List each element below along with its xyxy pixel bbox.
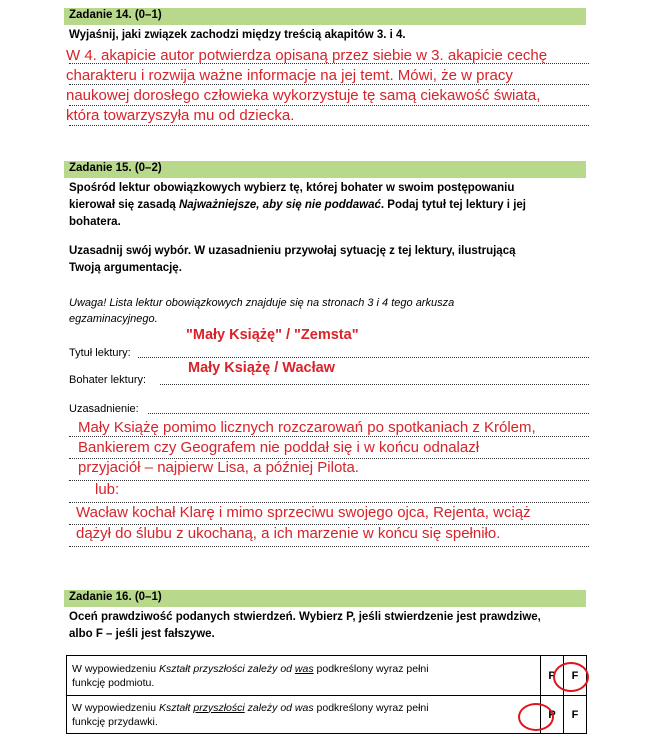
- task15-q1-line1: Spośród lektur obowiązkowych wybierz tę, której bohater w swoim postępowaniu: [69, 182, 515, 194]
- task15-q1-line2: [69, 197, 589, 214]
- task16-header: [64, 590, 586, 607]
- statement-cell: [67, 656, 541, 696]
- underlined-word: was: [294, 662, 314, 675]
- true-false-table: [66, 655, 587, 734]
- task14-answer-line-4: która towarzyszyła mu od dziecka.: [66, 107, 295, 124]
- statement-quote: zależy od was: [244, 701, 314, 714]
- task14-answer-line-2: charakteru i rozwija ważne informacje na jej temt. Mówi, że w pracy: [66, 67, 513, 84]
- task16-question: [69, 609, 589, 643]
- task15-note: [69, 295, 454, 327]
- task15-note-line2: egzaminacyjnego.: [69, 313, 158, 325]
- option-f[interactable]: F: [564, 696, 587, 734]
- task15-note-line1: Uwaga! Lista lektur obowiązkowych znajduje się na stronach 3 i 4 tego arkusza: [69, 297, 455, 309]
- statement-quote: Kształt: [158, 701, 194, 714]
- statement-text: podkreślony wyraz pełni: [313, 701, 429, 714]
- task16-q-line2: albo F – jeśli jest fałszywe.: [69, 628, 215, 640]
- task15-header-text: Zadanie 15. (0–2): [69, 162, 162, 174]
- statement-text: W wypowiedzeniu: [72, 662, 159, 675]
- statement-text: funkcję przydawki.: [72, 715, 158, 728]
- task14-question: Wyjaśnij, jaki związek zachodzi między treścią akapitów 3. i 4.: [69, 29, 406, 41]
- task15-question-2: [69, 243, 589, 277]
- justification-line: [69, 546, 589, 547]
- justification-label: Uzasadnienie:: [69, 403, 139, 415]
- table-row: [67, 696, 587, 734]
- selection-circle-f: [553, 662, 589, 692]
- selection-circle-p: [518, 703, 554, 731]
- task14-answer-line-3: naukowej dorosłego człowieka wykorzystuje tę samą ciekawość świata,: [66, 87, 541, 104]
- task15-q2-line1: Uzasadnij swój wybór. W uzasadnieniu przywołaj sytuację z tej lektury, ilustrującą: [69, 245, 516, 257]
- statement-cell: [67, 696, 541, 734]
- table-row: [67, 656, 587, 696]
- statement-text: podkreślony wyraz pełni: [313, 662, 429, 675]
- justification-answer-2-line-2: dążył do ślubu z ukochaną, a ich marzenie w końcu się spełniło.: [76, 525, 501, 542]
- statement-text: W wypowiedzeniu: [72, 701, 159, 714]
- task15-quote: Najważniejsze, aby się nie poddawać: [178, 199, 381, 211]
- hero-answer: Mały Książę / Wacław: [188, 360, 335, 376]
- task16-q-line1: Oceń prawdziwość podanych stwierdzeń. Wybierz P, jeśli stwierdzenie jest prawdziwe,: [69, 611, 541, 623]
- task14-header-text: Zadanie 14. (0–1): [69, 9, 162, 21]
- statement-quote: Kształt przyszłości zależy od: [158, 662, 295, 675]
- hero-label: Bohater lektury:: [69, 374, 147, 386]
- task15-q2-line2: Twoją argumentację.: [69, 262, 182, 274]
- option-f[interactable]: F: [564, 656, 587, 696]
- task15-q1-line2-pre: kierował się zasadą: [69, 199, 179, 211]
- justification-or: lub:: [95, 481, 120, 498]
- statement-text: funkcję podmiotu.: [72, 676, 155, 689]
- justification-line: [69, 480, 589, 481]
- title-answer: "Mały Książę" / "Zemsta": [186, 327, 359, 343]
- underlined-word: przyszłości: [193, 701, 245, 714]
- justification-line: [148, 413, 589, 414]
- justification-answer-1-line-3: przyjaciół – najpierw Lisa, a później Pilota.: [78, 459, 359, 476]
- justification-answer-1-line-2: Bankierem czy Geografem nie poddał się i w końcu odnalazł: [78, 439, 480, 456]
- task15-question-1: [69, 180, 589, 231]
- justification-answer-1-line-1: Mały Książę pomimo licznych rozczarowań po spotkaniach z Królem,: [78, 419, 536, 436]
- title-label: Tytuł lektury:: [69, 347, 131, 359]
- option-p[interactable]: P: [541, 656, 564, 696]
- task15-q1-line2-post: . Podaj tytuł tej lektury i jej: [380, 199, 526, 211]
- hero-line: [160, 384, 589, 385]
- task16-header-text: Zadanie 16. (0–1): [69, 591, 162, 603]
- option-p[interactable]: P: [541, 696, 564, 734]
- task15-q1-line3: bohatera.: [69, 216, 121, 228]
- justification-answer-2-line-1: Wacław kochał Klarę i mimo sprzeciwu swojego ojca, Rejenta, wciąż: [76, 504, 531, 521]
- task14-header: [64, 8, 586, 25]
- task14-answer-line-1: W 4. akapicie autor potwierdza opisaną przez siebie w 3. akapicie cechę: [66, 47, 548, 64]
- task15-header: [64, 161, 586, 178]
